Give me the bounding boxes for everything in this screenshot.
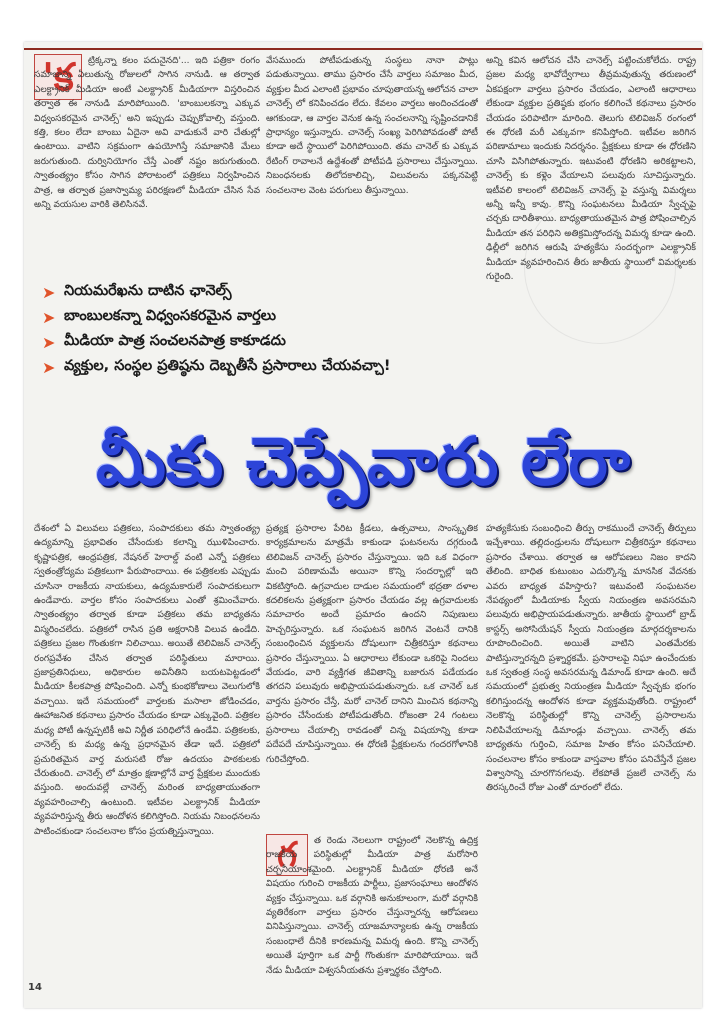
body-col2b-text: త రెండు నెలలుగా రాష్ట్రంలో నెలకొన్న ఉద్రిక్త రాజకీయ పరిస్థితుల్లో మీడియా పాత్ర మరోసారి చర్చనీయాంశమైంది. ఎలక్ట్రానిక్ మీడియా ధోరణి అనే విషయం గురించి రాజకీయ పార్టీలు, ప్రజాసంఘాలు ఆందోళన వ్యక్తం చేస్తున్నాయి. ఒక వర్గానికి అనుకూలంగా, మరో వర్గానికి వ్యతిరేకంగా వార్తలు ప్రసారం చేస్తున్నారన్న ఆరోపణలు వినిపిస్తున్నాయి. చానెల్స్ యాజమాన్యాలకు ఉన్న రాజకీయ సంబంధాలే దీనికి కారణమన్న విమర్శ ఉంది. కొన్ని చానెల్స్ అయితే పూర్తిగా ఒక పార్టీ గొంతుకగా మారిపోయాయి. ఇదే నేడు మీడియా విశ్వసనీయతను ప్రశ్నార్థకం చేస్తోంది. (266, 836, 478, 976)
arrow-icon: ➤ (42, 333, 56, 352)
newspaper-page (24, 42, 702, 1008)
intro-column-1 (34, 54, 260, 278)
arrow-icon: ➤ (42, 308, 56, 327)
body-column-2 (266, 522, 478, 826)
bullet-item (42, 305, 502, 330)
highlight-bullets (42, 280, 502, 380)
bullet-text: వ్యక్తుల, సంస్థల ప్రతిష్ఠను దెబ్బతీసే ప్రసారాలు చేయవచ్చా! (64, 357, 391, 374)
bullet-text: నియమరేఖను దాటిన ఛానెల్స్ (64, 282, 232, 299)
intro-column-2 (266, 54, 478, 278)
bullet-text: మీడియా పాత్ర సంచలనపాత్ర కాకూడదు (64, 332, 286, 349)
arrow-icon: ➤ (42, 358, 56, 377)
arrow-icon: ➤ (42, 283, 56, 302)
intro-col2-text: వేసముందు పోటీపడుతున్న సంస్థలు నానా పాట్లు పడుతున్నాయి. తాము ప్రసారం చేసే వార్తలు సమాజం మీద, వ్యక్తుల మీద ఎలాంటి ప్రభావం చూపుతాయన్న ఆలోచన చాలా చానెల్స్ లో కనిపించడం లేదు. కేవలం వార్తలు అందించడంతో ఆగకుండా, ఆ వార్తల వెనుక ఉన్న సంచలనాన్ని సృష్టించడానికే ప్రాధాన్యం ఇస్తున్నారు. చానెల్స్ సంఖ్య పెరిగిపోవడంతో పోటీ కూడా అదే స్థాయిలో పెరిగిపోయింది. తమ చానెల్ కు ఎక్కువ రేటింగ్ రావాలనే ఉద్దేశంతో పోటీపడి ప్రసారాలు చేస్తున్నాయి. నిబంధనలకు తిలోదకాలిచ్చి, విలువలను పక్కనపెట్టి సంచలనాల వెంట పరుగులు తీస్తున్నాయి. (266, 56, 478, 196)
body-col2-text: ప్రత్యక్ష ప్రసారాల పేరిట క్రీడలు, ఉత్సవాలు, సాంస్కృతిక కార్యక్రమాలను మాత్రమే కాకుండా ఘటనలను దగ్గరుండి టెలివిజన్ చానెల్స్ ప్రసారం చేస్తున్నాయి. ఇది ఒక విధంగా మంచి పరిణామమే అయినా కొన్ని సందర్భాల్లో ఇది వికటిస్తోంది. ఉగ్రవాదుల దాడుల సమయంలో భద్రతా దళాల కదలికలను ప్రత్యక్షంగా ప్రసారం చేయడం వల్ల ఉగ్రవాదులకు సమాచారం అందే ప్రమాదం ఉందని నిపుణులు హెచ్చరిస్తున్నారు. ఒక సంఘటన జరిగిన వెంటనే దానికి సంబంధించిన వ్యక్తులను దోషులుగా చిత్రీకరిస్తూ కథనాలు ప్రసారం చేస్తున్నాయి. ఏ ఆధారాలు లేకుండా ఒకరిపై నిందలు వేయడం, వారి వ్యక్తిగత జీవితాన్ని బజారున పడేయడం తగదని పలువురు అభిప్రాయపడుతున్నారు. ఒక చానెల్ ఒక వార్తను ప్రసారం చేస్తే, మరో చానెల్ దానిని మించిన కథనాన్ని ప్రసారం చేసేందుకు పోటీపడుతోంది. రోజంతా 24 గంటలు ప్రసారాలు చేయాల్సి రావడంతో చిన్న విషయాన్ని కూడా పదేపదే చూపిస్తున్నాయి. ఈ ధోరణి ప్రేక్షకులను గందరగోళానికి గురిచేస్తోంది. (266, 524, 478, 765)
intro-col1-text: ట్రిక్కన్నా కలం పదునైనది'... ఇది పత్రికా రంగం సమాజాన్ని ఏలుతున్న రోజులలో సాగిన నానుడి. ఆ తర్వాత ఎలక్ట్రానిక్ మీడియా అంటే ఎలక్ట్రానిక్ మీడియాగా విస్తరించిన తర్వాత ఈ నానుడి మారిపోయింది. 'బాంబులకన్నా ఎక్కువ విధ్వంసకరమైన చానెల్స్' అని ఇప్పుడు చెప్పుకోవాల్సి వస్తుంది. కత్తి, కలం లేదా బాంబు ఏదైనా అవి వాడుకునే వారి చేతుల్లో ఉంటాయి. వాటిని సక్రమంగా ఉపయోగిస్తే సమాజానికి మేలు జరుగుతుంది. దుర్వినియోగం చేస్తే ఎంతో నష్టం జరుగుతుంది. స్వాతంత్య్రం కోసం సాగిన పోరాటంలో పత్రికలు నిర్వహించిన పాత్ర, ఆ తర్వాత ప్రజాస్వామ్య పరిరక్షణలో మీడియా చేసిన సేవ అన్ని వయసుల వారికి తెలిసినవే. (34, 56, 260, 211)
bullet-text: బాంబులకన్నా విధ్వంసకరమైన వార్తలు (64, 307, 277, 324)
intro-column-3 (486, 54, 696, 406)
dropcap-2: గ (266, 834, 308, 876)
top-rule (24, 48, 702, 50)
bullet-item (42, 330, 502, 355)
intro-col3-text: అన్ని కవిన ఆలోచన చేసి చానెల్స్ పట్టించుకోలేదు. రాష్ట్ర ప్రజల మధ్య భావోద్వేగాలు తీవ్రమవుతున్న తరుణంలో ఏకపక్షంగా వార్తలు ప్రసారం చేయడం, ఎలాంటి ఆధారాలు లేకుండా వ్యక్తుల ప్రతిష్ఠకు భంగం కలిగించే కథనాలు ప్రసారం చేయడం పరిపాటిగా మారింది. తెలుగు టెలివిజన్ రంగంలో ఈ ధోరణి మరీ ఎక్కువగా కనిపిస్తోంది. ఇటీవల జరిగిన పరిణామాలు ఇందుకు నిదర్శనం. ప్రేక్షకులు కూడా ఈ ధోరణిని చూసి విసిగిపోతున్నారు. ఇటువంటి ధోరణిని అరికట్టాలని, చానెల్స్ కు కళ్లెం వేయాలని పలువురు సూచిస్తున్నారు. ఇటీవలి కాలంలో టెలివిజన్ చానెల్స్ పై వస్తున్న విమర్శలు అన్నీ ఇన్నీ కావు. కొన్ని సంఘటనలు మీడియా స్వేచ్ఛపై చర్చకు దారితీశాయి. బాధ్యతాయుతమైన పాత్ర పోషించాల్సిన మీడియా తన పరిధిని అతిక్రమిస్తోందన్న విమర్శ కూడా ఉంది. ఢిల్లీలో జరిగిన ఆరుషి హత్యకేసు సందర్భంగా ఎలక్ట్రానిక్ మీడియా వ్యవహరించిన తీరు జాతీయ స్థాయిలో విమర్శలకు గురైంది. (486, 56, 696, 283)
dropcap-1: 'క (34, 54, 82, 100)
headline: మీకు చెప్పేవారు లేరా (96, 423, 630, 500)
body-column-3 (486, 522, 696, 992)
bullet-item (42, 355, 502, 380)
bullet-item (42, 280, 502, 305)
body-column-1 (34, 522, 260, 972)
body-col3-text: హత్యకేసుకు సంబంధించి తీర్పు రాకముందే చానెల్స్ తీర్పులు ఇచ్చేశాయి. తల్లిదండ్రులను దోషులుగా చిత్రీకరిస్తూ కథనాలు ప్రసారం చేశాయి. తర్వాత ఆ ఆరోపణలు నిజం కాదని తేలింది. బాధిత కుటుంబం ఎదుర్కొన్న మానసిక వేదనకు ఎవరు బాధ్యత వహిస్తారు? ఇటువంటి సంఘటనల నేపథ్యంలో మీడియాకు స్వీయ నియంత్రణ అవసరమని పలువురు అభిప్రాయపడుతున్నారు. జాతీయ స్థాయిలో బ్రాడ్ కాస్టర్స్ అసోసియేషన్ స్వీయ నియంత్రణ మార్గదర్శకాలను రూపొందించింది. అయితే వాటిని ఎంతమేరకు పాటిస్తున్నారన్నది ప్రశ్నార్థకమే. ప్రసారాలపై నిఘా ఉంచేందుకు ఒక స్వతంత్ర సంస్థ అవసరమన్న డిమాండ్ కూడా ఉంది. అదే సమయంలో ప్రభుత్వ నియంత్రణ మీడియా స్వేచ్ఛకు భంగం కలిగిస్తుందన్న ఆందోళన కూడా వ్యక్తమవుతోంది. రాష్ట్రంలో నెలకొన్న పరిస్థితుల్లో కొన్ని చానెల్స్ ప్రసారాలను నిలిపివేయాలన్న డిమాండ్లు వచ్చాయి. చానెల్స్ తమ బాధ్యతను గుర్తించి, సమాజ హితం కోసం పనిచేయాలి. సంచలనాల కోసం కాకుండా వాస్తవాల కోసం పనిచేస్తేనే ప్రజల విశ్వాసాన్ని చూరగొనగలవు. లేకపోతే ప్రజలే చానెల్స్ ను తిరస్కరించే రోజు ఎంతో దూరంలో లేదు. (486, 524, 696, 794)
page-number: 14 (28, 982, 42, 993)
body-column-2b (266, 834, 478, 994)
body-col1-text: దేశంలో ఏ విలువలు పత్రికలు, సంపాదకులు తమ స్వాతంత్య్ర ఉద్యమాన్ని ప్రభావితం చేసేందుకు కలాన్ని ఝుళిపించారు. కృష్ణాపత్రిక, ఆంధ్రపత్రిక, నేషనల్ హెరాల్డ్ వంటి ఎన్నో పత్రికలు స్వతంత్రోద్యమ పత్రికలుగా పేరుపొందాయి. ఈ పత్రికలకు ఎప్పుడు చూసినా రాజకీయ నాయకులు, ఉద్యమకారులే సంపాదకులుగా ఉండేవారు. వార్తల కోసం సంపాదకులు ఎంతో శ్రమించేవారు. స్వాతంత్య్రం తర్వాత కూడా పత్రికలు తమ బాధ్యతను విస్మరించలేదు. పత్రికలో రాసిన ప్రతి అక్షరానికి విలువ ఉండేది. పత్రికలు ప్రజల గొంతుకగా నిలిచాయి. అయితే టెలివిజన్ చానెల్స్ రంగప్రవేశం చేసిన తర్వాత పరిస్థితులు మారాయి. ప్రజాప్రతినిధులు, అధికారుల అవినీతిని బయటపెట్టడంలో మీడియా కీలకపాత్ర పోషించింది. ఎన్నో కుంభకోణాలు వెలుగులోకి వచ్చాయి. ఇదే సమయంలో వార్తలకు మసాలా జోడించడం, ఊహాజనిత కథనాలు ప్రసారం చేయడం కూడా ఎక్కువైంది. పత్రికల మధ్య పోటీ ఉన్నప్పటికీ అవి నిర్ణీత పరిధిలోనే ఉండేవి. పత్రికలకు, చానెల్స్ కు మధ్య ఉన్న ప్రధానమైన తేడా ఇదే. పత్రికలో ప్రచురితమైన వార్త మరుసటి రోజు ఉదయం పాఠకులకు చేరుతుంది. చానెల్స్ లో మాత్రం క్షణాల్లోనే వార్త ప్రేక్షకుల ముందుకు వస్తుంది. అందువల్లే చానెల్స్ మరింత బాధ్యతాయుతంగా వ్యవహరించాల్సి ఉంటుంది. ఇటీవల ఎలక్ట్రానిక్ మీడియా వ్యవహరిస్తున్న తీరు ఆందోళన కలిగిస్తోంది. నియమ నిబంధనలను పాటించకుండా సంచలనాల కోసం ప్రయత్నిస్తున్నాయి. (34, 524, 260, 837)
